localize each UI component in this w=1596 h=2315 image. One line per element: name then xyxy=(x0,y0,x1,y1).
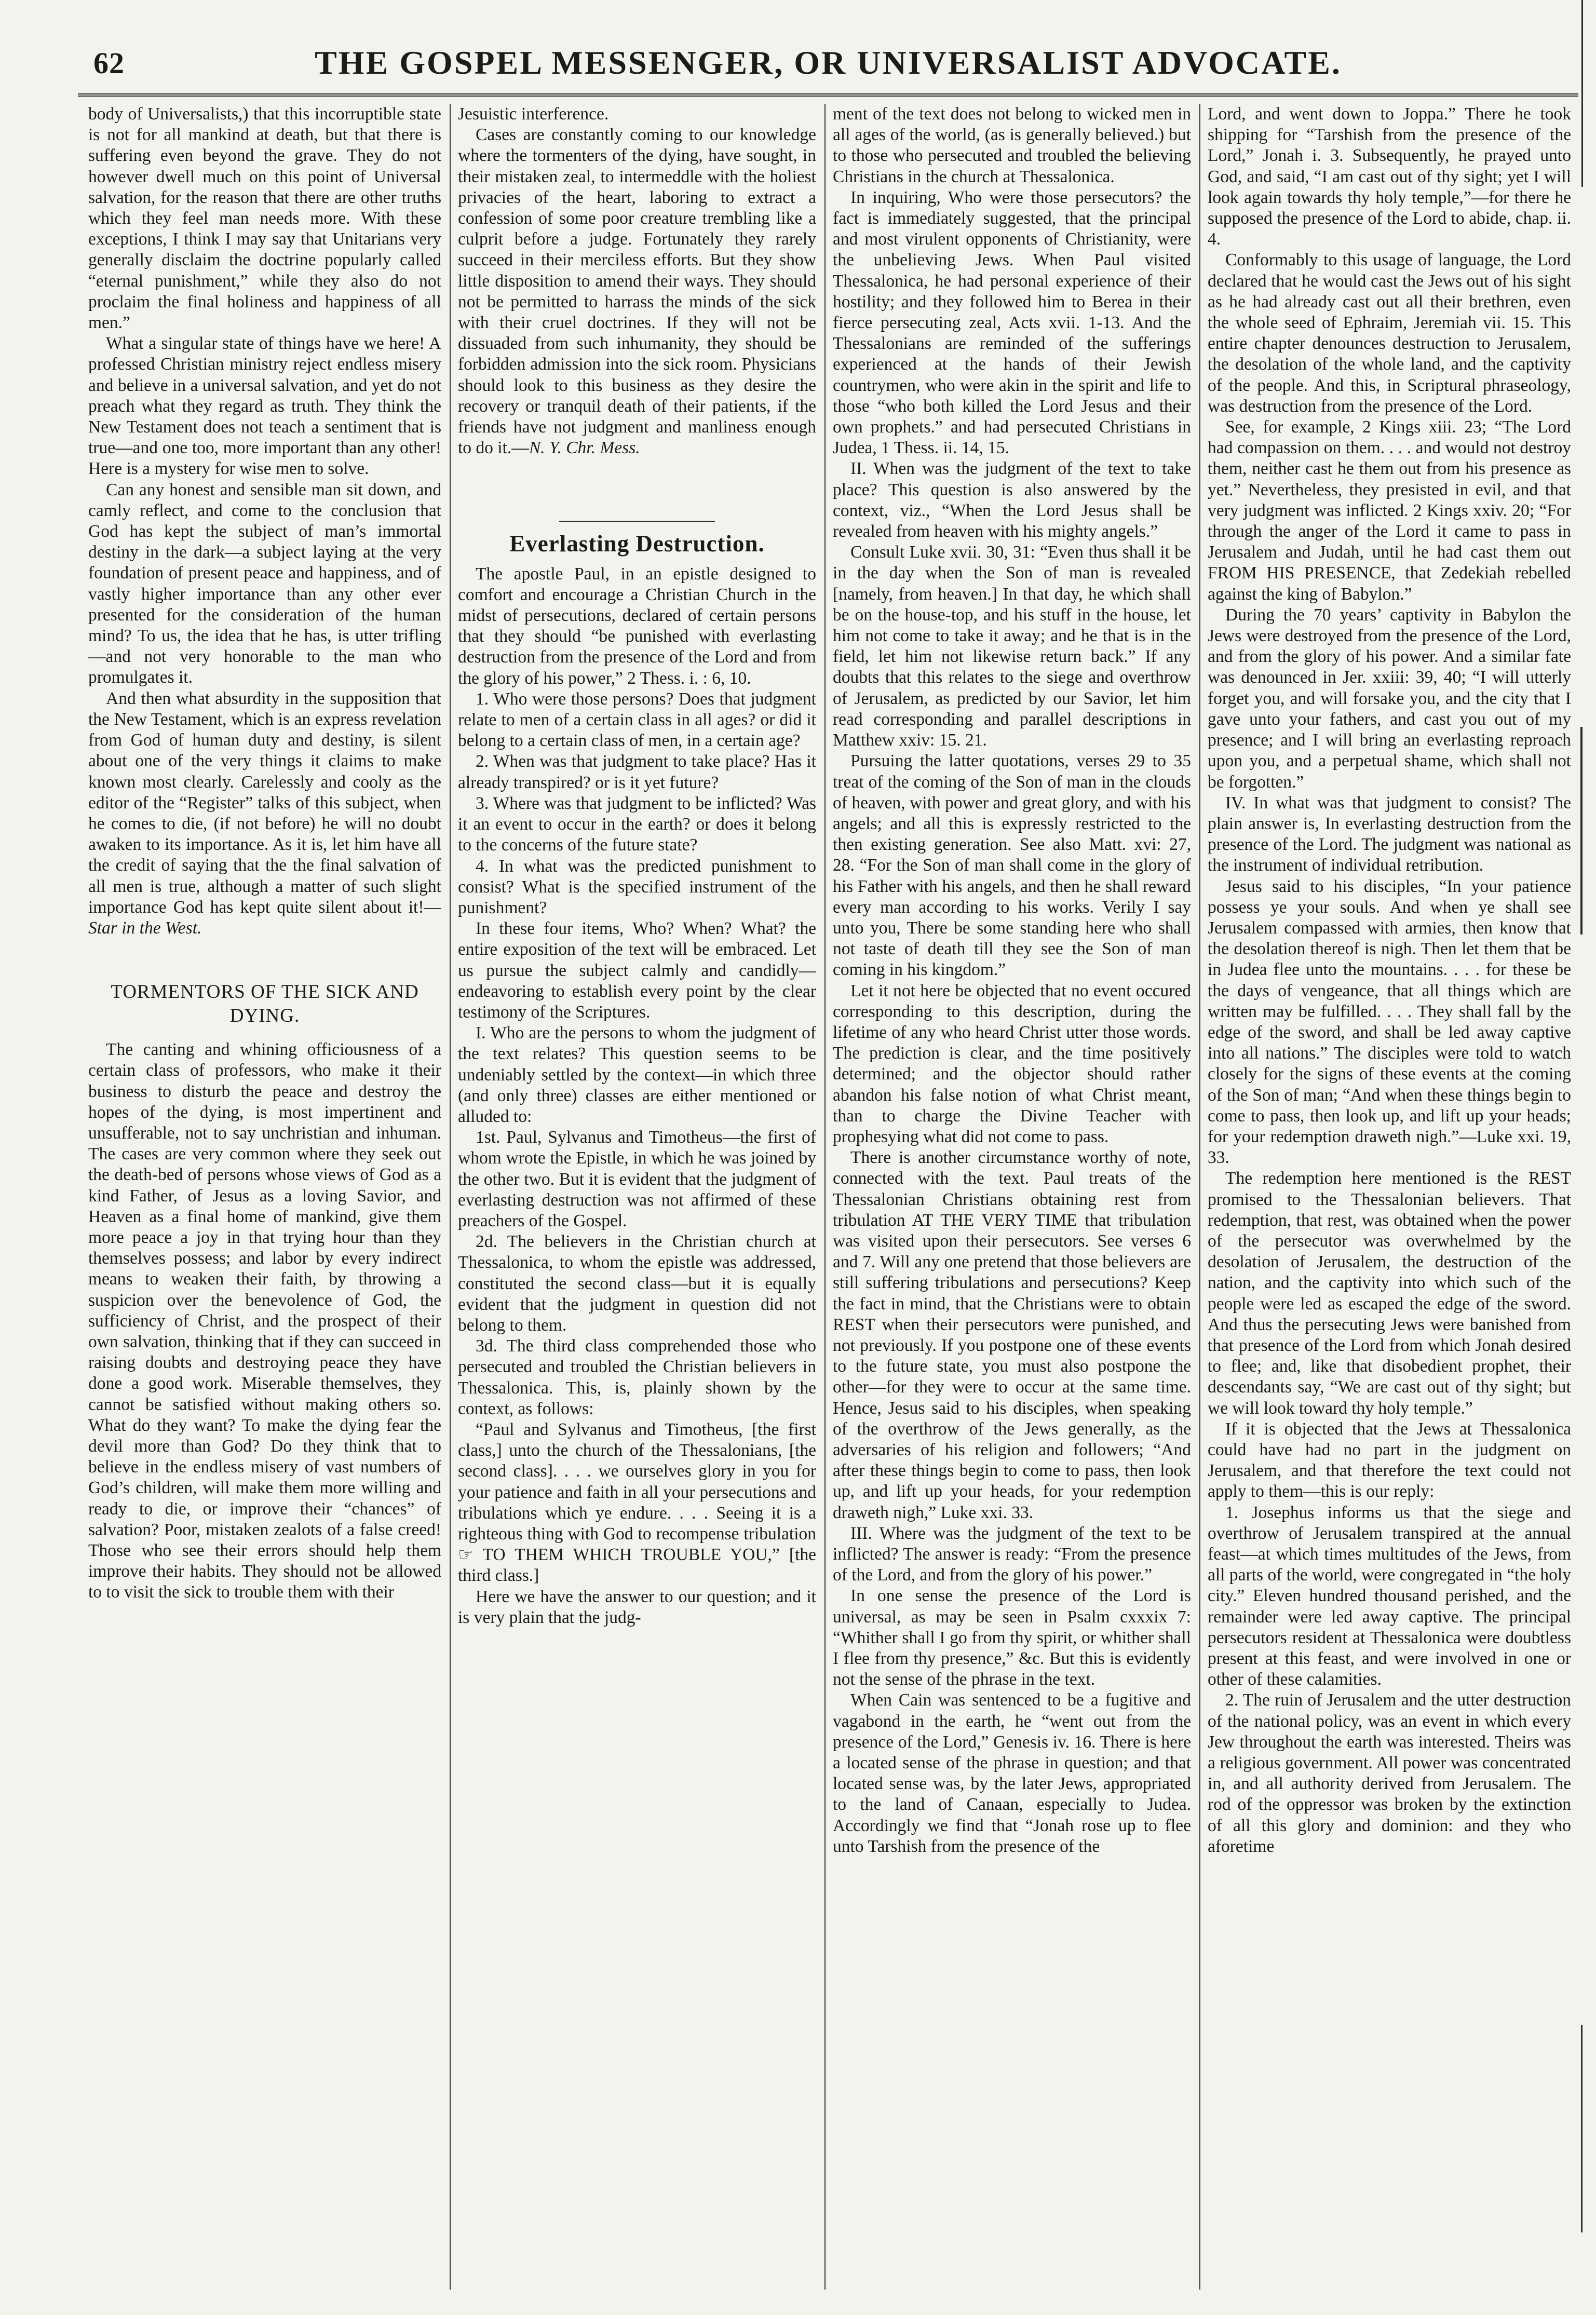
paragraph: Let it not here be objected that no event occured corresponding to this description, during the lifetime of any who heard Christ utter those words. The prediction is clear, and the time positively determined; and the objector should rather abandon his false notion of what Christ meant, than to charge the Divine Teacher with prophesying what did not come to pass. xyxy=(833,981,1191,1146)
paragraph: 1. Josephus informs us that the siege and overthrow of Jerusalem transpired at the annual feast—at which times multitudes of the Jews, from all parts of the world, were congregated in “the holy city.” Eleven hundred thousand perished, and the remainder were led away captive. The principal persecutors resident at Thessalonica were doubtless present at this feast, and were involved in one or other of these calamities. xyxy=(1208,1502,1571,1689)
paragraph: In these four items, Who? When? What? the entire exposition of the text will be embraced. Let us pursue the subject calmly and candidly—endeavoring to establish every point by the clear testimony of the Scriptures. xyxy=(458,919,816,1022)
page-header xyxy=(78,36,1578,97)
paragraph: 1st. Paul, Sylvanus and Timotheus—the first of whom wrote the Epistle, in which he was joined by the other two. But it is evident that the judgment of everlasting destruction was not affirmed of these preachers of the Gospel. xyxy=(458,1128,816,1230)
page-edge-binding xyxy=(1578,0,1586,2315)
paragraph: 3. Where was that judgment to be inflicted? Was it an event to occur in the earth? or does it belong to the concerns of the future state? xyxy=(458,793,816,855)
column-4 xyxy=(1208,104,1571,2284)
column-divider xyxy=(1199,104,1200,2290)
paragraph: There is another circumstance worthy of note, connected with the text. Paul treats of the Thessalonian Christians obtaining rest from tribulation AT THE VERY TIME that tribulation was visited upon their persecutors. See verses 6 and 7. Will any one pretend that those believers are still suffering tribulations and persecutions? Keep the fact in mind, that the Christians were to obtain REST when their persecutors were punished, and not previously. If you postpone one of these events to the future state, you must also postpone the other—for they were to occur at the same time. Hence, Jesus said to his disciples, when speaking of the overthrow of the Jews generally, as the adversaries of his religion and followers; “And after these things begin to come to pass, then look up, and lift up your heads, for your redemption draweth nigh,” Luke xxi. 33. xyxy=(833,1148,1191,1522)
paragraph: I. Who are the persons to whom the judgment of the text relates? This question seems to be undeniably settled by the context—in which three (and only three) classes are either mentioned or alluded to: xyxy=(458,1023,816,1126)
paragraph-text: And then what absurdity in the supposition that the New Testament, which is an express revelation from God of human duty and destiny, is silent about one of the very things it claims to make known most clearly. Carelessly and cooly as the editor of the “Register” talks of this subject, when he comes to die, (if not before) he will no doubt awaken to its importance. As it is, let him have all the credit of saying that the the final salvation of all men is true, although a matter of such slight importance God has kept quite silent about it!— xyxy=(88,688,441,917)
paragraph: IV. In what was that judgment to consist? The plain answer is, In everlasting destruction from the presence of the Lord. The judgment was national as the instrument of individual retribution. xyxy=(1208,793,1571,875)
paragraph: What a singular state of things have we here! A professed Christian ministry reject endless misery and believe in a universal salvation, and yet do not preach what they regard as truth. They think the New Testament does not teach a sentiment that is true—and one too, more important than any other! Here is a mystery for wise men to solve. xyxy=(88,334,441,479)
paragraph: In one sense the presence of the Lord is universal, as may be seen in Psalm cxxxix 7: “Whither shall I go from thy spirit, or whither shall I flee from thy presence,” &c. But this is evidently not the sense of the phrase in the text. xyxy=(833,1586,1191,1689)
paragraph: Lord, and went down to Joppa.” There he took shipping for “Tarshish from the presence of the Lord,” Jonah i. 3. Subsequently, he prayed unto God, and said, “I am cast out of thy sight; yet I will look again towards thy holy temple,”—for there he supposed the presence of the Lord to abide, chap. ii. 4. xyxy=(1208,104,1571,249)
section-divider xyxy=(559,521,715,522)
paragraph: ment of the text does not belong to wicked men in all ages of the world, (as is generally believed.) but to those who persecuted and troubled the believing Christians in the church at Thessalonica. xyxy=(833,104,1191,186)
column-1 xyxy=(88,104,441,2284)
column-2 xyxy=(458,104,816,2284)
paragraph: 4. In what was the predicted punishment to consist? What is the specified instrument of the punishment? xyxy=(458,856,816,917)
paragraph xyxy=(88,688,441,939)
paragraph: Consult Luke xvii. 30, 31: “Even thus shall it be in the day when the Son of man is revealed [namely, from heaven.] In that day, he which shall be on the house-top, and his stuff in the house, let him not come to take it away; and he that is in the field, let him not likewise return back.” If any doubts that this relates to the siege and overthrow of Jerusalem, as predicted by our Savior, let him read corresponding and parallel descriptions in Matthew xxiv: 15. 21. xyxy=(833,543,1191,750)
paragraph xyxy=(458,125,816,458)
paragraph: Jesus said to his disciples, “In your patience possess ye your souls. And when ye shall see Jerusalem compassed with armies, then know that the desolation thereof is nigh. Then let them that be in Judea flee unto the mountains. . . . for these be the days of vengeance, that all things which are written may be fulfilled. . . . They shall fall by the edge of the sword, and shall be led away captive into all nations.” The disciples were told to watch closely for the signs of these events at the coming of the Son of man; “And when these things begin to come to pass, then look up, and lift up your heads; for your redemption draweth nigh.”—Luke xxi. 19, 33. xyxy=(1208,876,1571,1168)
paragraph: The apostle Paul, in an epistle designed to comfort and encourage a Christian Church in the midst of persecutions, declared of certain persons that they should “be punished with everlasting destruction from the presence of the Lord and from the glory of his power,” 2 Thess. i. : 6, 10. xyxy=(458,564,816,688)
paragraph: 2d. The believers in the Christian church at Thessalonica, to whom the epistle was addressed, constituted the second class—but it is equally evident that the judgment in question did not belong to them. xyxy=(458,1232,816,1335)
paragraph: When Cain was sentenced to be a fugitive and vagabond in the earth, he “went out from the presence of the Lord,” Genesis iv. 16. There is here a located sense of the phrase in question; and that located sense was, by the later Jews, appropriated to the land of Canaan, especially to Judea. Accordingly we find that “Jonah rose up to flee unto Tarshish from the presence of the xyxy=(833,1690,1191,1856)
paragraph: In inquiring, Who were those persecutors? the fact is immediately suggested, that the principal and most virulent opponents of Christianity, were the unbelieving Jews. When Paul visited Thessalonica, he had personal experience of their hostility; and they followed him to Berea in their fierce persecuting zeal, Acts xvii. 1-13. And the Thessalonians are reminded of the sufferings experienced at the hands of their Jewish countrymen, who were akin in the spirit and life to those “who both killed the Lord Jesus and their own prophets.” and had persecuted Christians in Judea, 1 Thess. ii. 14, 15. xyxy=(833,187,1191,458)
paragraph: 3d. The third class comprehended those who persecuted and troubled the Christian believers in Thessalonica. This, is, plainly shown by the context, as follows: xyxy=(458,1336,816,1418)
paragraph-text: Cases are constantly coming to our knowledge where the tormenters of the dying, have sought, in their mistaken zeal, to intermeddle with the holiest privacies of the heart, laboring to extract a confession of some poor creature trembling like a culprit before a judge. Fortunately they rarely succeed in their merciless efforts. But they show little disposition to amend their ways. They should not be permitted to harrass the minds of the sick with their cruel doctrines. If they will not be dissuaded from such inhumanity, they should be forbidden admission into the sick room. Physicians should look to this business as they desire the recovery or tranquil death of their patients, if the friends have not judgment and manliness enough to do it.— xyxy=(458,125,816,458)
paragraph: III. Where was the judgment of the text to be inflicted? The answer is ready: “From the presence of the Lord, and from the glory of his power.” xyxy=(833,1523,1191,1585)
paragraph: 1. Who were those persons? Does that judgment relate to men of a certain class in all ages? or did it belong to a certain class of men, in a certain age? xyxy=(458,689,816,751)
paragraph: 2. The ruin of Jerusalem and the utter destruction of the national policy, was an event in which every Jew throughout the earth was interested. Theirs was a religious government. All power was concentrated in, and all authority derived from Jerusalem. The rod of the oppressor was broken by the extinction of all this glory and dominion: and they who aforetime xyxy=(1208,1690,1571,1856)
paragraph: During the 70 years’ captivity in Babylon the Jews were destroyed from the presence of the Lord, and from the glory of his power. And a similar fate was denounced in Jer. xxiii: 39, 40; “I will utterly forget you, and will forsake you, and the city that I gave unto your fathers, and cast you out of my presence; and I will bring an everlasting reproach upon you, and a perpetual shame, which shall not be forgotten.” xyxy=(1208,605,1571,792)
paragraph: 2. When was that judgment to take place? Has it already transpired? or is it yet future? xyxy=(458,752,816,792)
column-divider xyxy=(450,104,451,2290)
paragraph: Jesuistic interference. xyxy=(458,104,609,124)
paragraph: “Paul and Sylvanus and Timotheus, [the first class,] unto the church of the Thessalonians, [the second class]. . . . we ourselves glory in you for your patience and faith in all your persecutions and tribulations which ye endure. . . . Seeing it is a righteous thing with God to recompense tribulation ☞ TO THEM WHICH TROUBLE YOU,” [the third class.] xyxy=(458,1419,816,1586)
article-heading: TORMENTORS OF THE SICK AND DYING. xyxy=(111,981,419,1027)
paragraph: The canting and whining officiousness of a certain class of professors, who make it their business to disturb the peace and destroy the hopes of the dying, is most impertinent and unsufferable, not to say unchristian and inhuman. The cases are very common where they seek out the death-bed of persons whose views of God as a kind Father, of Jesus as a loving Savior, and Heaven as a final home of mankind, give them more peace a joy in that trying hour than they themselves possess; and labor by every indirect means to weaken their faith, by throwing a suspicion over the benevolence of God, the sufficiency of Christ, and the prospect of their own salvation, thinking that if they can succeed in raising doubts and destroying peace they have done a good work. Miserable themselves, they cannot be satisfied without making others so. What do they want? To make the dying fear the devil more than God? Do they think that to believe in the endless misery of vast numbers of God’s children, will make them more willing and ready to die, or improve their “chances” of salvation? Poor, mistaken zealots of a false creed! Those who see their errors should help them improve their habits. They should not be allowed to to visit the sick to trouble them with their xyxy=(88,1040,441,1602)
paragraph: If it is objected that the Jews at Thessalonica could have had no part in the judgment on Jerusalem, and that therefore the text could not apply to them—this is our reply: xyxy=(1208,1419,1571,1501)
newspaper-page xyxy=(78,36,1594,2305)
paragraph: body of Universalists,) that this incorruptible state is not for all mankind at death, but that there is suffering even beyond the grave. They do not however dwell much on this point of Universal salvation, for the reason that there are other truths which they feel man needs more. With these exceptions, I think I may say that Unitarians very generally disclaim the doctrine popularly called “eternal punishment,” while they also do not proclaim the final holiness and happiness of all men.” xyxy=(88,104,441,333)
paragraph: Conformably to this usage of language, the Lord declared that he would cast the Jews out of his sight as he had already cast out all their brethren, even the whole seed of Ephraim, Jeremiah vii. 15. This entire chapter denounces destruction to Jerusalem, the desolation of the whole land, and the captivity of the people. And this, in Scriptural phraseology, was destruction from the presence of the Lord. xyxy=(1208,250,1571,416)
paragraph: See, for example, 2 Kings xiii. 23; “The Lord had compassion on them. . . . and would not destroy them, neither cast he them out from his presence as yet.” Nevertheless, they presisted in evil, and that very judgment was inflicted. 2 Kings xxiv. 20; “For through the anger of the Lord it came to pass in Jerusalem and Judah, until he had cast them out FROM HIS PRESENCE, that Zedekiah rebelled against the king of Babylon.” xyxy=(1208,417,1571,604)
source-citation: Star in the West. xyxy=(88,918,202,938)
paragraph: Pursuing the latter quotations, verses 29 to 35 treat of the coming of the Son of man in the clouds of heaven, with power and great glory, and with his angels; and all this is expressly restricted to the then existing generation. See also Matt. xvi: 27, 28. “For the Son of man shall come in the glory of his Father with his angels, and then he shall reward every man according to his works. Verily I say unto you, There be some standing here who shall not taste of death till they see the Son of man coming in his kingdom.” xyxy=(833,751,1191,980)
paragraph: II. When was the judgment of the text to take place? This question is also answered by the context, viz., “When the Lord Jesus shall be revealed from heaven with his mighty angels.” xyxy=(833,459,1191,541)
column-divider xyxy=(824,104,826,2290)
paragraph: Here we have the answer to our question; and it is very plain that the judg- xyxy=(458,1587,816,1627)
source-citation: N. Y. Chr. Mess. xyxy=(529,438,640,458)
masthead-title: THE GOSPEL MESSENGER, OR UNIVERSALIST ADVOCATE. xyxy=(315,44,1342,81)
paragraph: Can any honest and sensible man sit down, and camly reflect, and come to the conclusion that God has kept the subject of man’s immortal destiny in the dark—a subject laying at the very foundation of present peace and happiness, and of vastly higher importance than any other ever presented for the consideration of the human mind? To us, the idea that he has, is utter trifling—and not very honorable to the man who promulgates it. xyxy=(88,480,441,687)
article-heading: Everlasting Destruction. xyxy=(509,531,765,557)
paragraph: The redemption here mentioned is the REST promised to the Thessalonian believers. That redemption, that rest, was obtained when the power of the persecutor was overwhelmed by the desolation of Jerusalem, the destruction of the nation, and the captivity into which such of the people were led as escaped the edge of the sword. And thus the persecuting Jews were banished from that presence of the Lord from which Jonah desired to flee; and, like that disobedient prophet, their descendants say, “We are cast out of thy sight; but we will look toward thy holy temple.” xyxy=(1208,1169,1571,1418)
page-number: 62 xyxy=(93,46,125,80)
column-3 xyxy=(833,104,1191,2284)
